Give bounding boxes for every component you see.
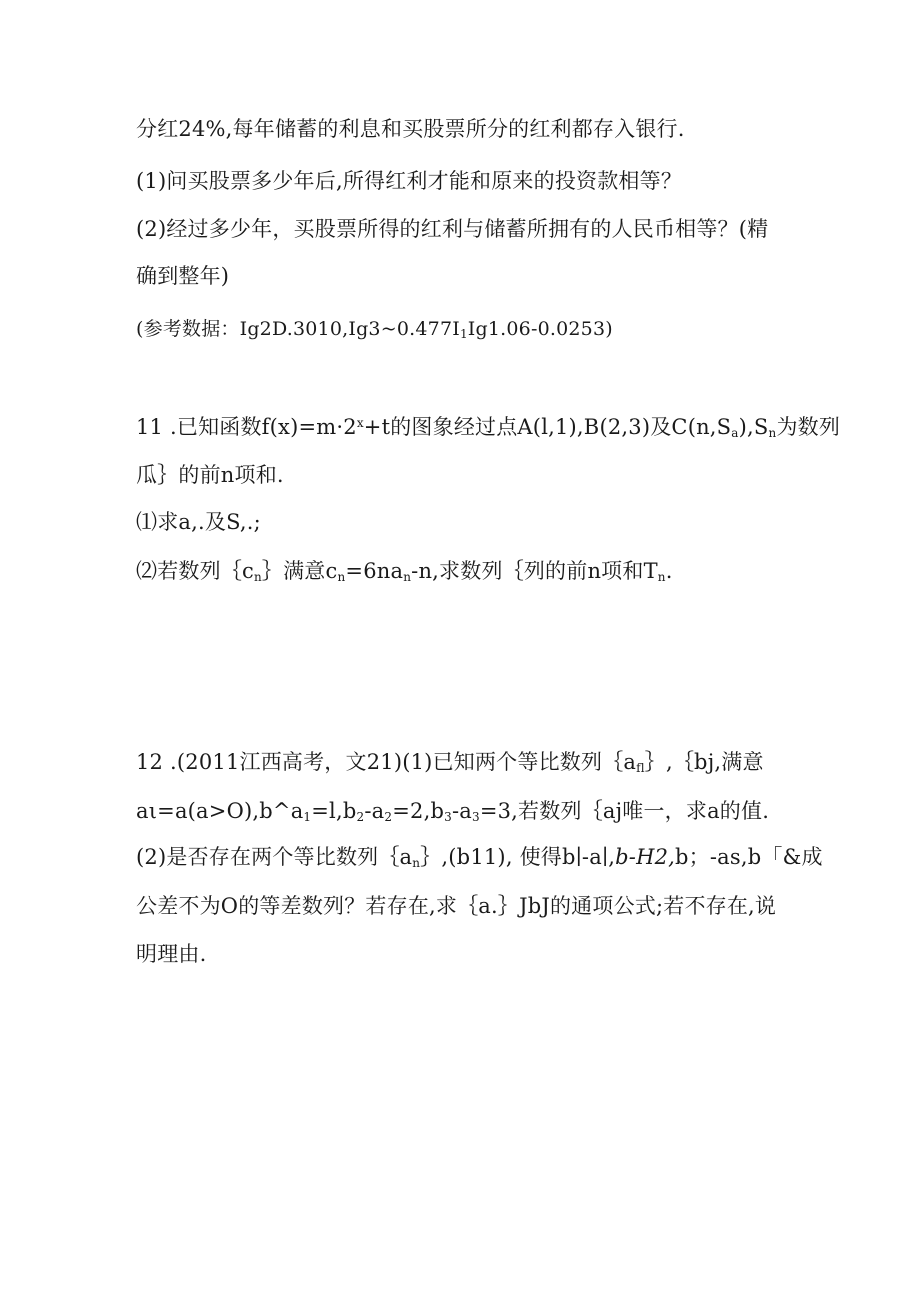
p12-question-2-end: 明理由. <box>136 942 207 966</box>
p11-question-1: ⑴求a,.及S,.; <box>136 510 261 534</box>
p11-statement: 11 .已知函数$f(x)=m\cdot 2^x+t$的图象经过点A(l,1),B(2,3)及$C(n,S_a),S_n$为数列 <box>136 415 841 440</box>
p11-question-2: ⑵若数列$\{c_n\}$满意$c_n=6na_n-n$,求数列｛列的前n项和$T_n$. <box>136 559 673 584</box>
p10-line-1: 分红24%,每年储蓄的利息和买股票所分的红利都存入银行. <box>136 117 685 141</box>
p10-question-2: (2)经过多少年，买股票所得的红利与储蓄所拥有的人民币相等？(精 <box>136 217 769 241</box>
p10-question-1: (1)问买股票多少年后,所得红利才能和原来的投资款相等？ <box>136 169 683 193</box>
p10-reference-data: (参考数据：$Ig2D.3010,Ig3\sim 0.477I_1Ig1.06-0.0253$) <box>136 318 613 341</box>
p10-question-2-cont: 确到整年) <box>136 264 230 288</box>
p12-statement: 12 .(2011江西高考，文21)(1)已知两个等比数列$\{a_{fl}\},\{bj$,满意 <box>136 750 764 775</box>
p12-question-2-cont: 公差不为O的等差数列？若存在,求｛a.｝JbJ的通项公式;若不存在,说 <box>136 894 777 918</box>
p12-question-2: (2)是否存在两个等比数列$\{a_n\},(b11)$, 使得b∣-a∣,b-H2,b；-as,b「&成 <box>136 845 823 870</box>
p11-statement-cont: 瓜｝的前n项和. <box>136 463 284 487</box>
p12-conditions: $a\iota=a(a>O),b\^{}a_1=l,b_2-a_2=2,b_3-a_3=3$,若数列｛aj唯一，求a的值. <box>136 799 770 824</box>
